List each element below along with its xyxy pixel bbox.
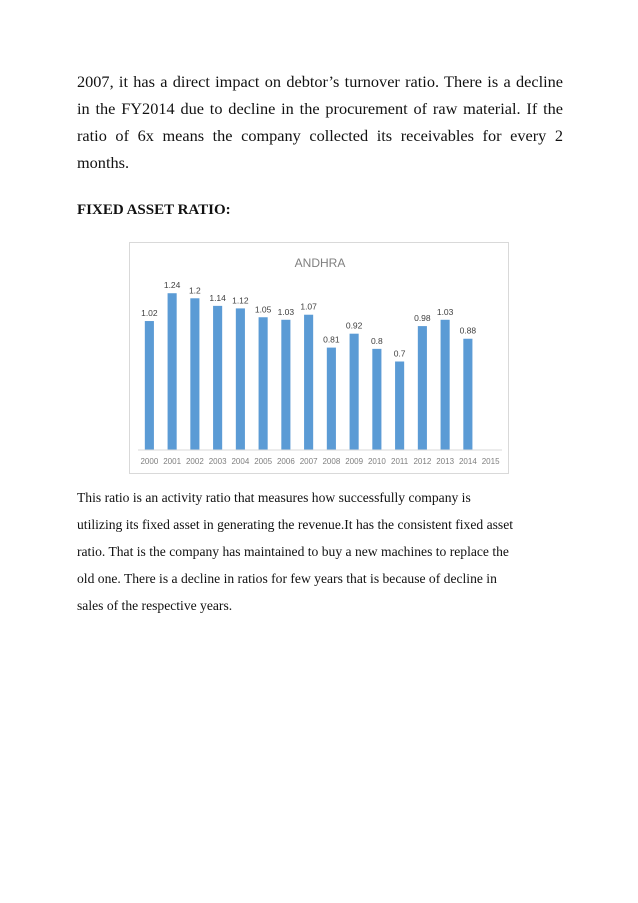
chart-title: ANDHRA bbox=[294, 256, 346, 270]
x-tick-2002: 2002 bbox=[185, 457, 204, 466]
bar-2010 bbox=[372, 349, 381, 450]
bar-2000 bbox=[145, 321, 154, 450]
analysis-paragraph bbox=[77, 484, 563, 619]
analysis-line: old one. There is a decline in ratios for few years that is because of decline in bbox=[77, 571, 497, 586]
value-label-2013: 1.03 bbox=[436, 306, 454, 317]
value-label-2003: 1.14 bbox=[209, 292, 226, 303]
bar-2009 bbox=[350, 334, 359, 450]
value-label-2002: 1.2 bbox=[188, 285, 201, 296]
bar-2014 bbox=[463, 339, 472, 450]
intro-paragraph: 2007, it has a direct impact on debtor’s turnover ratio. There is a decline in the FY2014 due to decline in the procurement of raw material. If the ratio of 6x means the company collected its receivables for every 2 months. bbox=[77, 72, 563, 172]
bar-2012 bbox=[418, 326, 427, 450]
section-heading: FIXED ASSET RATIO: bbox=[77, 202, 231, 218]
x-tick-2010: 2010 bbox=[367, 457, 386, 466]
analysis-line: This ratio is an activity ratio that measures how successfully company is bbox=[77, 490, 471, 505]
x-tick-2005: 2005 bbox=[254, 457, 273, 466]
value-label-2001: 1.24 bbox=[163, 280, 181, 291]
bar-2008 bbox=[327, 348, 336, 450]
analysis-line: sales of the respective years. bbox=[77, 598, 233, 613]
bar-2005 bbox=[259, 317, 268, 450]
bar-2006 bbox=[281, 320, 290, 450]
value-label-2000: 1.02 bbox=[141, 308, 158, 319]
bar-2011 bbox=[395, 362, 404, 451]
value-label-2005: 1.05 bbox=[254, 304, 272, 315]
value-label-2009: 0.92 bbox=[345, 320, 363, 331]
value-label-2014: 0.88 bbox=[459, 325, 477, 336]
bar-2003 bbox=[213, 306, 222, 450]
x-tick-2013: 2013 bbox=[436, 457, 455, 466]
analysis-line: ratio. That is the company has maintained to buy a new machines to replace the bbox=[77, 544, 509, 559]
x-tick-2008: 2008 bbox=[322, 457, 341, 466]
x-tick-2015: 2015 bbox=[481, 457, 500, 466]
x-tick-2000: 2000 bbox=[140, 457, 159, 466]
bar-2007 bbox=[304, 315, 313, 450]
x-tick-2011: 2011 bbox=[391, 457, 409, 466]
x-tick-2012: 2012 bbox=[413, 457, 432, 466]
x-tick-2007: 2007 bbox=[299, 457, 318, 466]
tick-labels-group bbox=[140, 457, 500, 466]
x-tick-2009: 2009 bbox=[345, 457, 364, 466]
bar-chart bbox=[129, 242, 509, 474]
bar-2001 bbox=[168, 293, 177, 450]
analysis-line: utilizing its fixed asset in generating the revenue.It has the consistent fixed asset bbox=[77, 517, 514, 532]
value-label-2006: 1.03 bbox=[277, 306, 295, 317]
x-tick-2006: 2006 bbox=[276, 457, 295, 466]
bar-2002 bbox=[190, 298, 199, 450]
value-label-2011: 0.7 bbox=[393, 348, 406, 359]
value-label-2007: 1.07 bbox=[300, 301, 317, 312]
x-tick-2003: 2003 bbox=[208, 457, 227, 466]
x-tick-2014: 2014 bbox=[458, 457, 477, 466]
bar-2013 bbox=[441, 320, 450, 450]
value-label-2010: 0.8 bbox=[370, 335, 383, 346]
bar-2004 bbox=[236, 308, 245, 450]
chart-svg bbox=[130, 243, 510, 475]
x-tick-2001: 2001 bbox=[163, 457, 182, 466]
value-label-2008: 0.81 bbox=[323, 334, 340, 345]
value-label-2004: 1.12 bbox=[232, 295, 249, 306]
x-tick-2004: 2004 bbox=[231, 457, 250, 466]
value-label-2012: 0.98 bbox=[414, 313, 431, 324]
